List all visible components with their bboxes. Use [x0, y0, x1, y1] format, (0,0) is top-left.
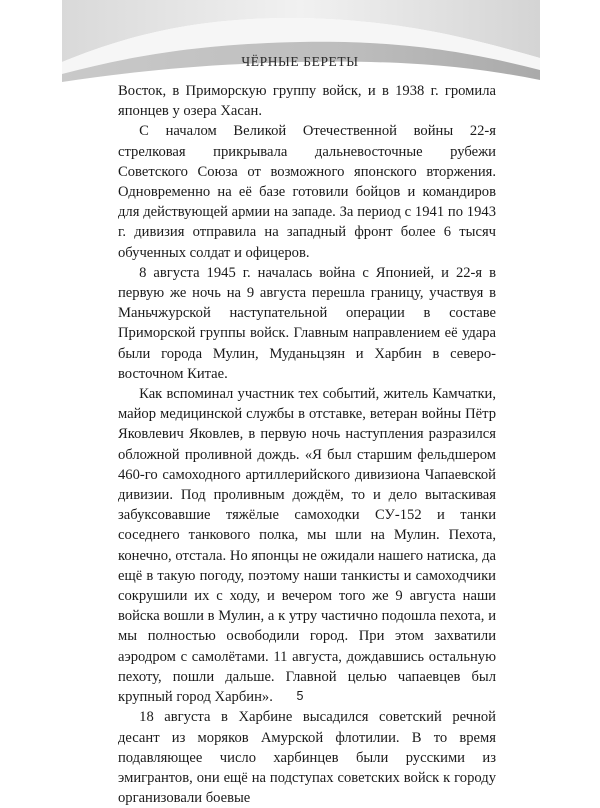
page-number: 5: [296, 689, 304, 703]
running-title: ЧЁРНЫЕ БЕРЕТЫ: [241, 54, 359, 69]
page-header: [0, 0, 600, 86]
paragraph: 8 августа 1945 г. началась война с Японией, и 22-я в первую же ночь на 9 августа перешла границу, участвуя в Маньчжурской наступательной операции в составе Приморской группы войск. Главным направлением её удара были города Мулин, Муданьцзян и Харбин в северо-восточном Китае.: [118, 264, 496, 382]
paragraph: С началом Великой Отечественной войны 22-я стрелковая прикрывала дальневосточные рубежи Советского Союза от возможного японского вторжения. Одновременно на её базе готовили бойцов и командиров для действующей армии на западе. За период с 1941 по 1943 г. дивизия отправила на западный фронт более 6 тысяч обученных солдат и офицеров.: [118, 123, 496, 261]
paragraph: 18 августа в Харбине высадился советский речной десант из моряков Амурской флотилии. В то время подавляющее число харбинцев были русскими из эмигрантов, они ещё на подступах советских войск к городу организовали боевые: [118, 709, 496, 807]
header-wave-decoration: [0, 0, 600, 86]
paragraph: Как вспоминал участник тех событий, житель Камчатки, майор медицинской службы в отставке, ветеран войны Пётр Яковлевич Яковлев, в первую ночь наступления разразился обложной проливной дождь. «Я был старшим фельдшером 460-го самоходного артиллерийского дивизиона Чапаевской дивизии. Под проливным дождём, то и дело вытаскивая забуксовавшие тяжёлые самоходки СУ-152 и танки соседнего танкового полка, мы шли на Мулин. Пехота, конечно, отстала. Но японцы не ожидали нашего натиска, да ещё в такую погоду, поэтому наши танкисты и самоходчики сокрушили их с ходу, и вечером того же 9 августа наши войска вошли в Мулин, а к утру частично подошла пехота, и мы полностью освободили город. При этом захватили аэродром с самолётами. 11 августа, дождавшись остальную пехоту, пошли дальше. Главной целью чапаевцев был крупный город Харбин».: [118, 386, 496, 706]
paragraph-continued: Восток, в Приморскую группу войск, и в 1938 г. громила японцев у озера Хасан.: [118, 83, 496, 120]
